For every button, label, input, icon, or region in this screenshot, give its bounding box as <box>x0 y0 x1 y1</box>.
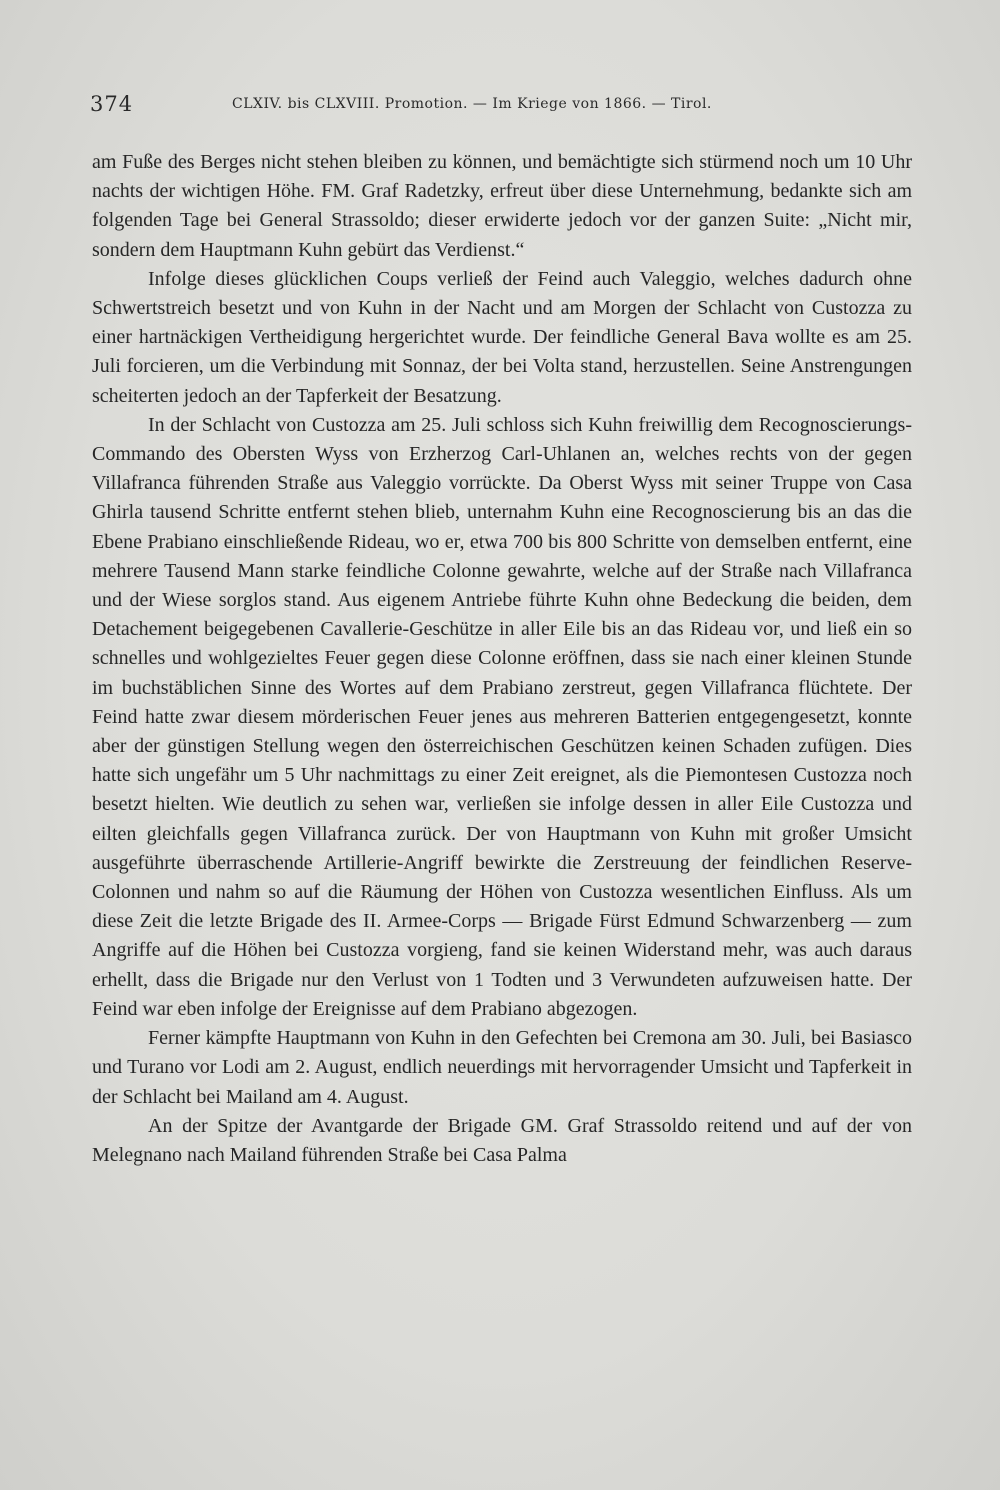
running-head: CLXIV. bis CLXVIII. Promotion. — Im Kriege von 1866. — Tirol. <box>232 96 712 112</box>
paragraph-continuation: am Fuße des Berges nicht stehen bleiben zu können, und bemächtigte sich stürmend noch um 10 Uhr nachts der wichtigen Höhe. FM. Graf Radetzky, erfreut über diese Unternehmung, bedankte sich am folgenden Tage bei General Strassoldo; dieser erwiderte jedoch vor der ganzen Suite: „Nicht mir, sondern dem Hauptmann Kuhn gebürt das Verdienst.“ <box>92 151 912 261</box>
paragraph-cremona: Ferner kämpfte Hauptmann von Kuhn in den Gefechten bei Cremona am 30. Juli, bei Basiasco und Turano vor Lodi am 2. August, endlich neuerdings mit hervorragender Umsicht und Tapferkeit in der Schlacht bei Mailand am 4. August. <box>92 1027 912 1108</box>
page-header <box>90 92 910 120</box>
paragraph-valeggio: Infolge dieses glücklichen Coups verließ der Feind auch Valeggio, welches dadurch ohne Schwertstreich besetzt und von Kuhn in der Nacht und am Morgen der Schlacht von Custozza zu einer hartnäckigen Vertheidigung hergerichtet wurde. Der feindliche General Bava wollte es am 25. Juli forcieren, um die Verbindung mit Sonnaz, der bei Volta stand, herzustellen. Seine Anstrengungen scheiterten jedoch an der Tapferkeit der Besatzung. <box>92 267 912 407</box>
page-number: 374 <box>90 92 134 116</box>
paragraph-custozza: In der Schlacht von Custozza am 25. Juli schloss sich Kuhn freiwillig dem Recognoscierungs-Commando des Obersten Wyss von Erzherzog Carl-Uhlanen an, welches rechts von der gegen Villafranca führenden Straße aus Valeggio vorrückte. Da Oberst Wyss mit seiner Truppe von Casa Ghirla tausend Schritte entfernt stehen blieb, unternahm Kuhn eine Recognoscierung bis an das die Ebene Prabiano einschließende Rideau, wo er, etwa 700 bis 800 Schritte von demselben entfernt, eine mehrere Tausend Mann starke feindliche Colonne gewahrte, welche auf der Straße nach Villafranca und der Wiese sorglos stand. Aus eigenem Antriebe führte Kuhn ohne Bedeckung die beiden, dem Detachement beigegebenen Cavallerie-Geschütze in aller Eile bis an das Rideau vor, und ließ ein so schnelles und wohlgezieltes Feuer gegen diese Colonne eröffnen, dass sie nach einer kleinen Stunde im buchstäblichen Sinne des Wortes auf dem Prabiano zerstreut, gegen Villafranca flüchtete. Der Feind hatte zwar diesem mörderischen Feuer jenes aus mehreren Batterien entgegengesetzt, konnte aber der günstigen Stellung wegen den österreichischen Geschützen keinen Schaden zufügen. Dies hatte sich ungefähr um 5 Uhr nachmittags zu einer Zeit ereignet, als die Piemontesen Custozza noch besetzt hielten. Wie deutlich zu sehen war, verließen sie infolge dessen in aller Eile Custozza und eilten gleichfalls gegen Villafranca zurück. Der von Hauptmann von Kuhn mit großer Umsicht ausgeführte überraschende Artillerie-Angriff bewirkte die Zerstreuung der feindlichen Reserve-Colonnen und nahm so auf die Räumung der Höhen von Custozza wesentlichen Einfluss. Als um diese Zeit die letzte Brigade des II. Armee-Corps — Brigade Fürst Edmund Schwarzenberg — zum Angriffe auf die Höhen bei Custozza vorgieng, fand sie keinen Widerstand mehr, was auch daraus erhellt, dass die Brigade nur den Verlust von 1 Todten und 3 Verwundeten aufzuweisen hatte. Der Feind war eben infolge der Ereignisse auf dem Prabiano abgezogen. <box>92 413 912 1020</box>
paragraph-avantgarde: An der Spitze der Avantgarde der Brigade GM. Graf Strassoldo reitend und auf der von Melegnano nach Mailand führenden Straße bei Casa Palma <box>92 1114 912 1166</box>
body-text <box>92 148 912 1170</box>
